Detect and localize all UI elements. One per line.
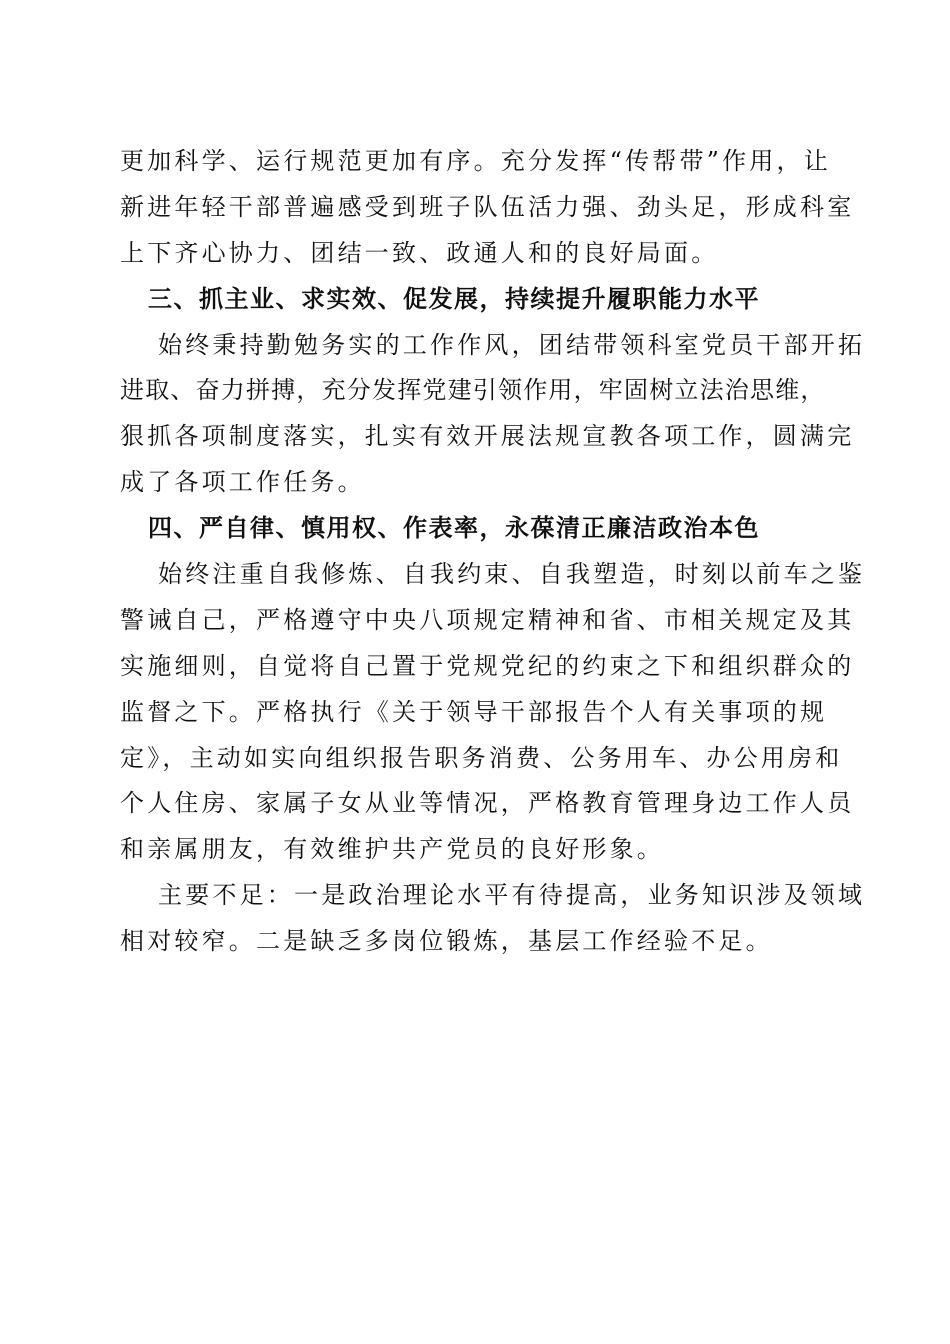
document-body [120,139,866,965]
text-line: 个人住房、家属子女从业等情况，严格教育管理身边工作人员 [120,789,855,818]
paragraph-first-line: 主要不足：一是政治理论水平有待提高，业务知识涉及领域 [158,881,866,910]
paragraph-first-line: 始终秉持勤勉务实的工作作风，团结带领科室党员干部开拓 [158,330,866,359]
text-line: 成了各项工作任务。 [120,468,365,497]
text-line: 更加科学、运行规范更加有序。充分发挥“传帮带”作用，让 [120,147,831,175]
text-line: 定》，主动如实向组织报告职务消费、公务用车、办公用房和 [120,743,843,772]
section-heading-four: 四、严自律、慎用权、作表率，永葆清正廉洁政治本色 [148,514,760,543]
text-line: 相对较窄。二是缺乏多岗位锻炼，基层工作经验不足。 [120,927,773,956]
section-heading-three: 三、抓主业、求实效、促发展，持续提升履职能力水平 [148,284,760,313]
paragraph-first-line: 始终注重自我修炼、自我约束、自我塑造，时刻以前车之鉴 [158,560,866,589]
text-line: 狠抓各项制度落实，扎实有效开展法规宣教各项工作，圆满完 [120,422,855,451]
text-line: 上下齐心协力、团结一致、政通人和的良好局面。 [120,238,719,267]
text-line: 监督之下。严格执行《关于领导干部报告个人有关事项的规 [120,697,828,726]
text-line: 新进年轻干部普遍感受到班子队伍活力强、劲头足，形成科室 [120,192,855,221]
text-line: 警诫自己，严格遵守中央八项规定精神和省、市相关规定及其 [120,605,855,634]
text-line: 和亲属朋友，有效维护共产党员的良好形象。 [120,835,664,864]
text-line: 实施细则，自觉将自己置于党规党纪的约束之下和组织群众的 [120,651,855,680]
text-line: 进取、奋力拼搏，充分发挥党建引领作用，牢固树立法治思维， [120,376,826,405]
